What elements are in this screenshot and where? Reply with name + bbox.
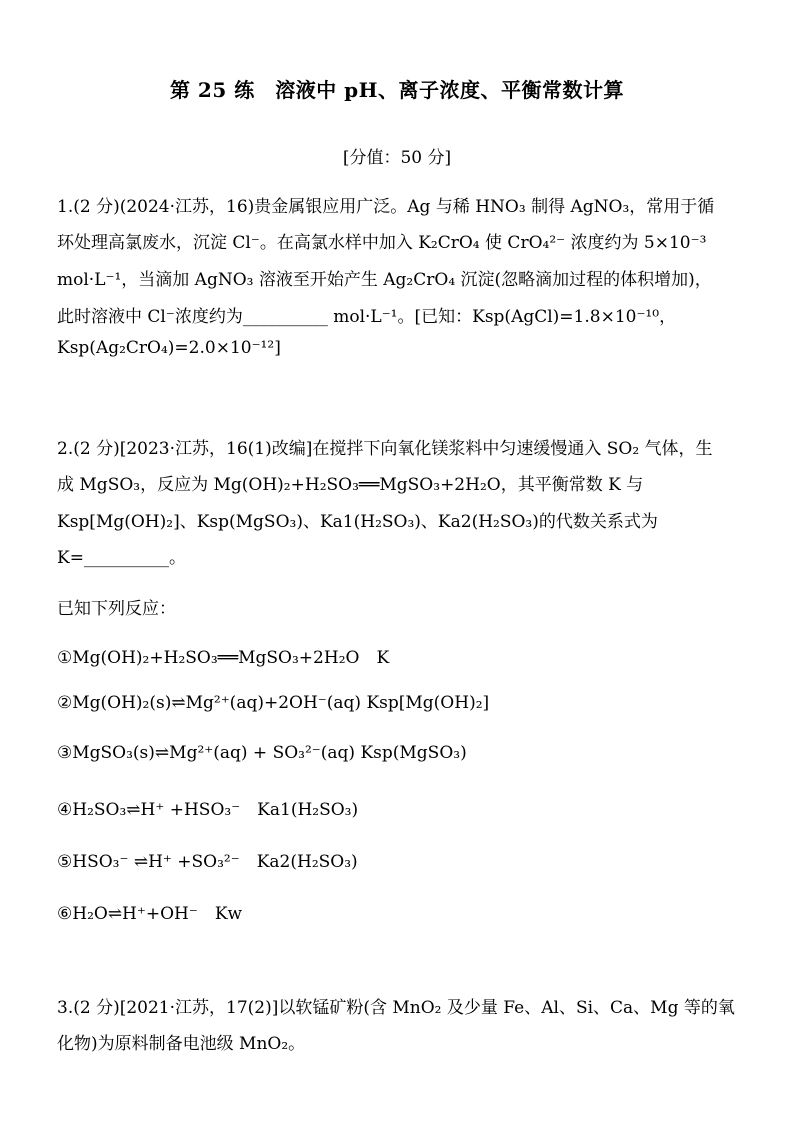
reaction-3: ③MgSO₃(s)⇌Mg²⁺(aq) + SO₃²⁻(aq) Ksp(MgSO₃) — [57, 743, 467, 763]
q2-line-1: 2.(2 分)[2023·江苏，16(1)改编]在搅拌下向氧化镁浆料中匀速缓慢通入 SO₂ 气体，生 — [57, 439, 713, 459]
q3-line-1: 3.(2 分)[2021·江苏，17(2)]以软锰矿粉(含 MnO₂ 及少量 Fe、Al、Si、Ca、Mg 等的氧 — [57, 998, 735, 1018]
q2-known-heading: 已知下列反应： — [57, 599, 176, 619]
reaction-1: ①Mg(OH)₂+H₂SO₃══MgSO₃+2H₂O K — [57, 648, 390, 668]
reaction-5: ⑤HSO₃⁻ ⇌H⁺ +SO₃²⁻ Ka2(H₂SO₃) — [57, 852, 358, 872]
reaction-6: ⑥H₂O⇌H⁺+OH⁻ Kw — [57, 904, 243, 924]
page-title: 第 25 练 溶液中 pH、离子浓度、平衡常数计算 — [169, 78, 625, 102]
q3-line-2: 化物)为原料制备电池级 MnO₂。 — [57, 1034, 306, 1054]
q2-line-4: K=__________。 — [57, 548, 186, 568]
reaction-2: ②Mg(OH)₂(s)⇌Mg²⁺(aq)+2OH⁻(aq) Ksp[Mg(OH)₂] — [57, 693, 490, 713]
q1-line-4: 此时溶液中 Cl⁻浓度约为__________ mol·L⁻¹。[已知：Ksp(AgCl)=1.8×10⁻¹⁰， — [57, 307, 677, 327]
q1-line-5: Ksp(Ag₂CrO₄)=2.0×10⁻¹²] — [57, 338, 281, 358]
q2-line-3: Ksp[Mg(OH)₂]、Ksp(MgSO₃)、Ka1(H₂SO₃)、Ka2(H₂SO₃)的代数关系式为 — [57, 512, 658, 532]
q2-line-2: 成 MgSO₃，反应为 Mg(OH)₂+H₂SO₃══MgSO₃+2H₂O，其平衡常数 K 与 — [57, 475, 644, 495]
reaction-4: ④H₂SO₃⇌H⁺ +HSO₃⁻ Ka1(H₂SO₃) — [57, 800, 359, 820]
q1-line-3: mol·L⁻¹，当滴加 AgNO₃ 溶液至开始产生 Ag₂CrO₄ 沉淀(忽略滴加过程的体积增加)， — [57, 270, 712, 290]
q1-line-2: 环处理高氯废水，沉淀 Cl⁻。在高氯水样中加入 K₂CrO₄ 使 CrO₄²⁻ 浓度约为 5×10⁻³ — [57, 233, 707, 253]
q1-line-1: 1.(2 分)(2024·江苏，16)贵金属银应用广泛。Ag 与稀 HNO₃ 制得 AgNO₃，常用于循 — [57, 197, 715, 217]
score-label: [分值：50 分] — [342, 148, 452, 168]
